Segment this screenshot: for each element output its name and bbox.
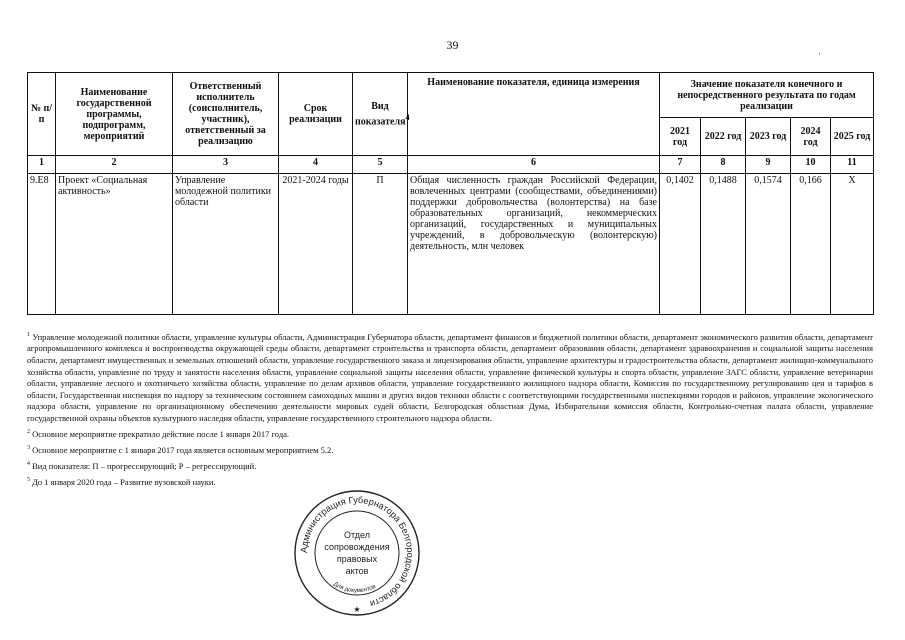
row-kind: П [353, 174, 408, 315]
column-number: 7 [660, 156, 701, 174]
row-value: 0,1402 [660, 174, 701, 315]
column-number: 3 [173, 156, 279, 174]
footnote-text: Управление молодежной политики области, управление культуры области, Администрация Губернатора области, департамент финансов и бюджетной политики области, департамент экономического развития области, департамент агропромышленного комплекса и воспроизводства окружающей среды области, департамент строительства и транспорта области, департамент образования области, департамент здравоохранения и социальной защиты населения области, департамент имущественных и земельных отношений области, управление государственного заказа и лицензирования области, управление архитектуры и градостроительства области, департамент жилищно-коммунального хозяйства области, управление по труду и занятости населения области, управление социальной защиты населения области, управление физической культуры и спорта области, управление ЗАГС области, управление ветеринарии области, управление лесного и охотничьего хозяйства области, управление по делам архивов области, управление государственного жилищного надзора области, Комиссия по государственному регулированию цен и тарифов в области, Государственная инспекция по надзору за техническим состоянием самоходных машин и других видов техники области с соответствующими государственными инспекциями городов и районов, управление экологического надзора области, управление по организационному обеспечению деятельности мировых судей области, Белгородская областная Дума, Избирательная комиссия области, Контрольно-счетная палата области, управление государственной охраны объектов культурного наследия области, управление государственного строительного надзора области. [27, 331, 873, 423]
seal-center-line: правовых [336, 554, 378, 564]
footnote [27, 330, 873, 425]
footnote-mark: 1 [27, 332, 30, 338]
footnote-text: До 1 января 2020 года – Развитие вузовской науки. [32, 476, 216, 487]
row-executor: Управление молодежной политики области [173, 174, 279, 315]
corner-mark: ˌ [818, 44, 822, 55]
footnote-mark: 2 [27, 429, 30, 436]
footnote-mark: 5 [27, 476, 30, 483]
seal-bottom-text: Для документов [332, 581, 377, 595]
header-indicator: Наименование показателя, единица измерения [408, 73, 660, 156]
header-kind [353, 73, 408, 156]
row-term: 2021-2024 годы [279, 174, 353, 315]
footnote-text: Основное мероприятие прекратило действие после 1 января 2017 года. [32, 428, 290, 439]
row-indicator: Общая численность граждан Российской Федерации, вовлеченных центрами (сообществами, объединениями) поддержки добровольчества (волонтерства) на базе образовательных организаций, некоммерческих организаций, государственных и муниципальных учреждений, в добровольческую (волонтерскую) деятельность, млн человек [408, 174, 660, 315]
header-term: Срок реализации [279, 73, 353, 156]
footnote-text: Вид показателя: П – прогрессирующий; Р – регрессирующий. [32, 460, 257, 471]
row-value: 0,1574 [746, 174, 791, 315]
seal-inner-ring [315, 511, 399, 595]
row-value: Х [831, 174, 874, 315]
column-number: 8 [701, 156, 746, 174]
table-row [28, 174, 874, 315]
header-year: 2022 год [701, 118, 746, 156]
row-value: 0,1488 [701, 174, 746, 315]
footnote-mark: 3 [27, 445, 30, 451]
header-program-name: Наименование государственной программы, подпрограмм, мероприятий [56, 73, 173, 156]
header-year: 2024 год [791, 118, 831, 156]
column-number: 1 [28, 156, 56, 174]
header-kind-label: Вид показателя [355, 100, 406, 128]
column-number: 6 [408, 156, 660, 174]
seal-center-line: Отдел [343, 530, 371, 540]
seal-center-line: актов [345, 566, 369, 576]
footnotes [27, 330, 873, 491]
seal-stamp [292, 488, 422, 618]
footnote-mark: 4 [27, 460, 30, 467]
column-number: 10 [791, 156, 831, 174]
footnote [27, 459, 873, 472]
header-num: № п/п [28, 73, 56, 156]
header-executor: Ответственный исполнитель (соисполнитель, участник), ответственный за реализацию [173, 73, 279, 156]
row-value: 0,166 [791, 174, 831, 315]
header-year: 2023 год [746, 118, 791, 156]
seal-outer-ring [295, 491, 419, 615]
header-values-group: Значение показателя конечного и непосредственного результата по годам реализации [660, 73, 874, 118]
column-number: 5 [353, 156, 408, 174]
seal-center-line: сопровождения [324, 542, 390, 552]
footnote-text: Основное мероприятие с 1 января 2017 года является основным мероприятием 5.2. [32, 444, 334, 455]
row-program-name: Проект «Социальная активность» [56, 174, 173, 315]
footnote [27, 427, 873, 440]
header-year: 2021 год [660, 118, 701, 156]
page-number: 39 [446, 38, 459, 52]
seal-ring-text: Администрация Губернатора Белгородской области [298, 494, 416, 610]
row-num: 9.Е8 [28, 174, 56, 315]
indicators-table [27, 72, 874, 315]
column-number: 4 [279, 156, 353, 174]
footnote [27, 443, 873, 456]
seal-star-icon: ★ [353, 605, 361, 614]
column-number: 9 [746, 156, 791, 174]
header-year: 2025 год [831, 118, 874, 156]
column-number: 11 [831, 156, 874, 174]
footnote [27, 475, 873, 488]
header-kind-footnote-mark: 4 [405, 112, 410, 122]
column-numbers-row [28, 156, 874, 174]
column-number: 2 [56, 156, 173, 174]
